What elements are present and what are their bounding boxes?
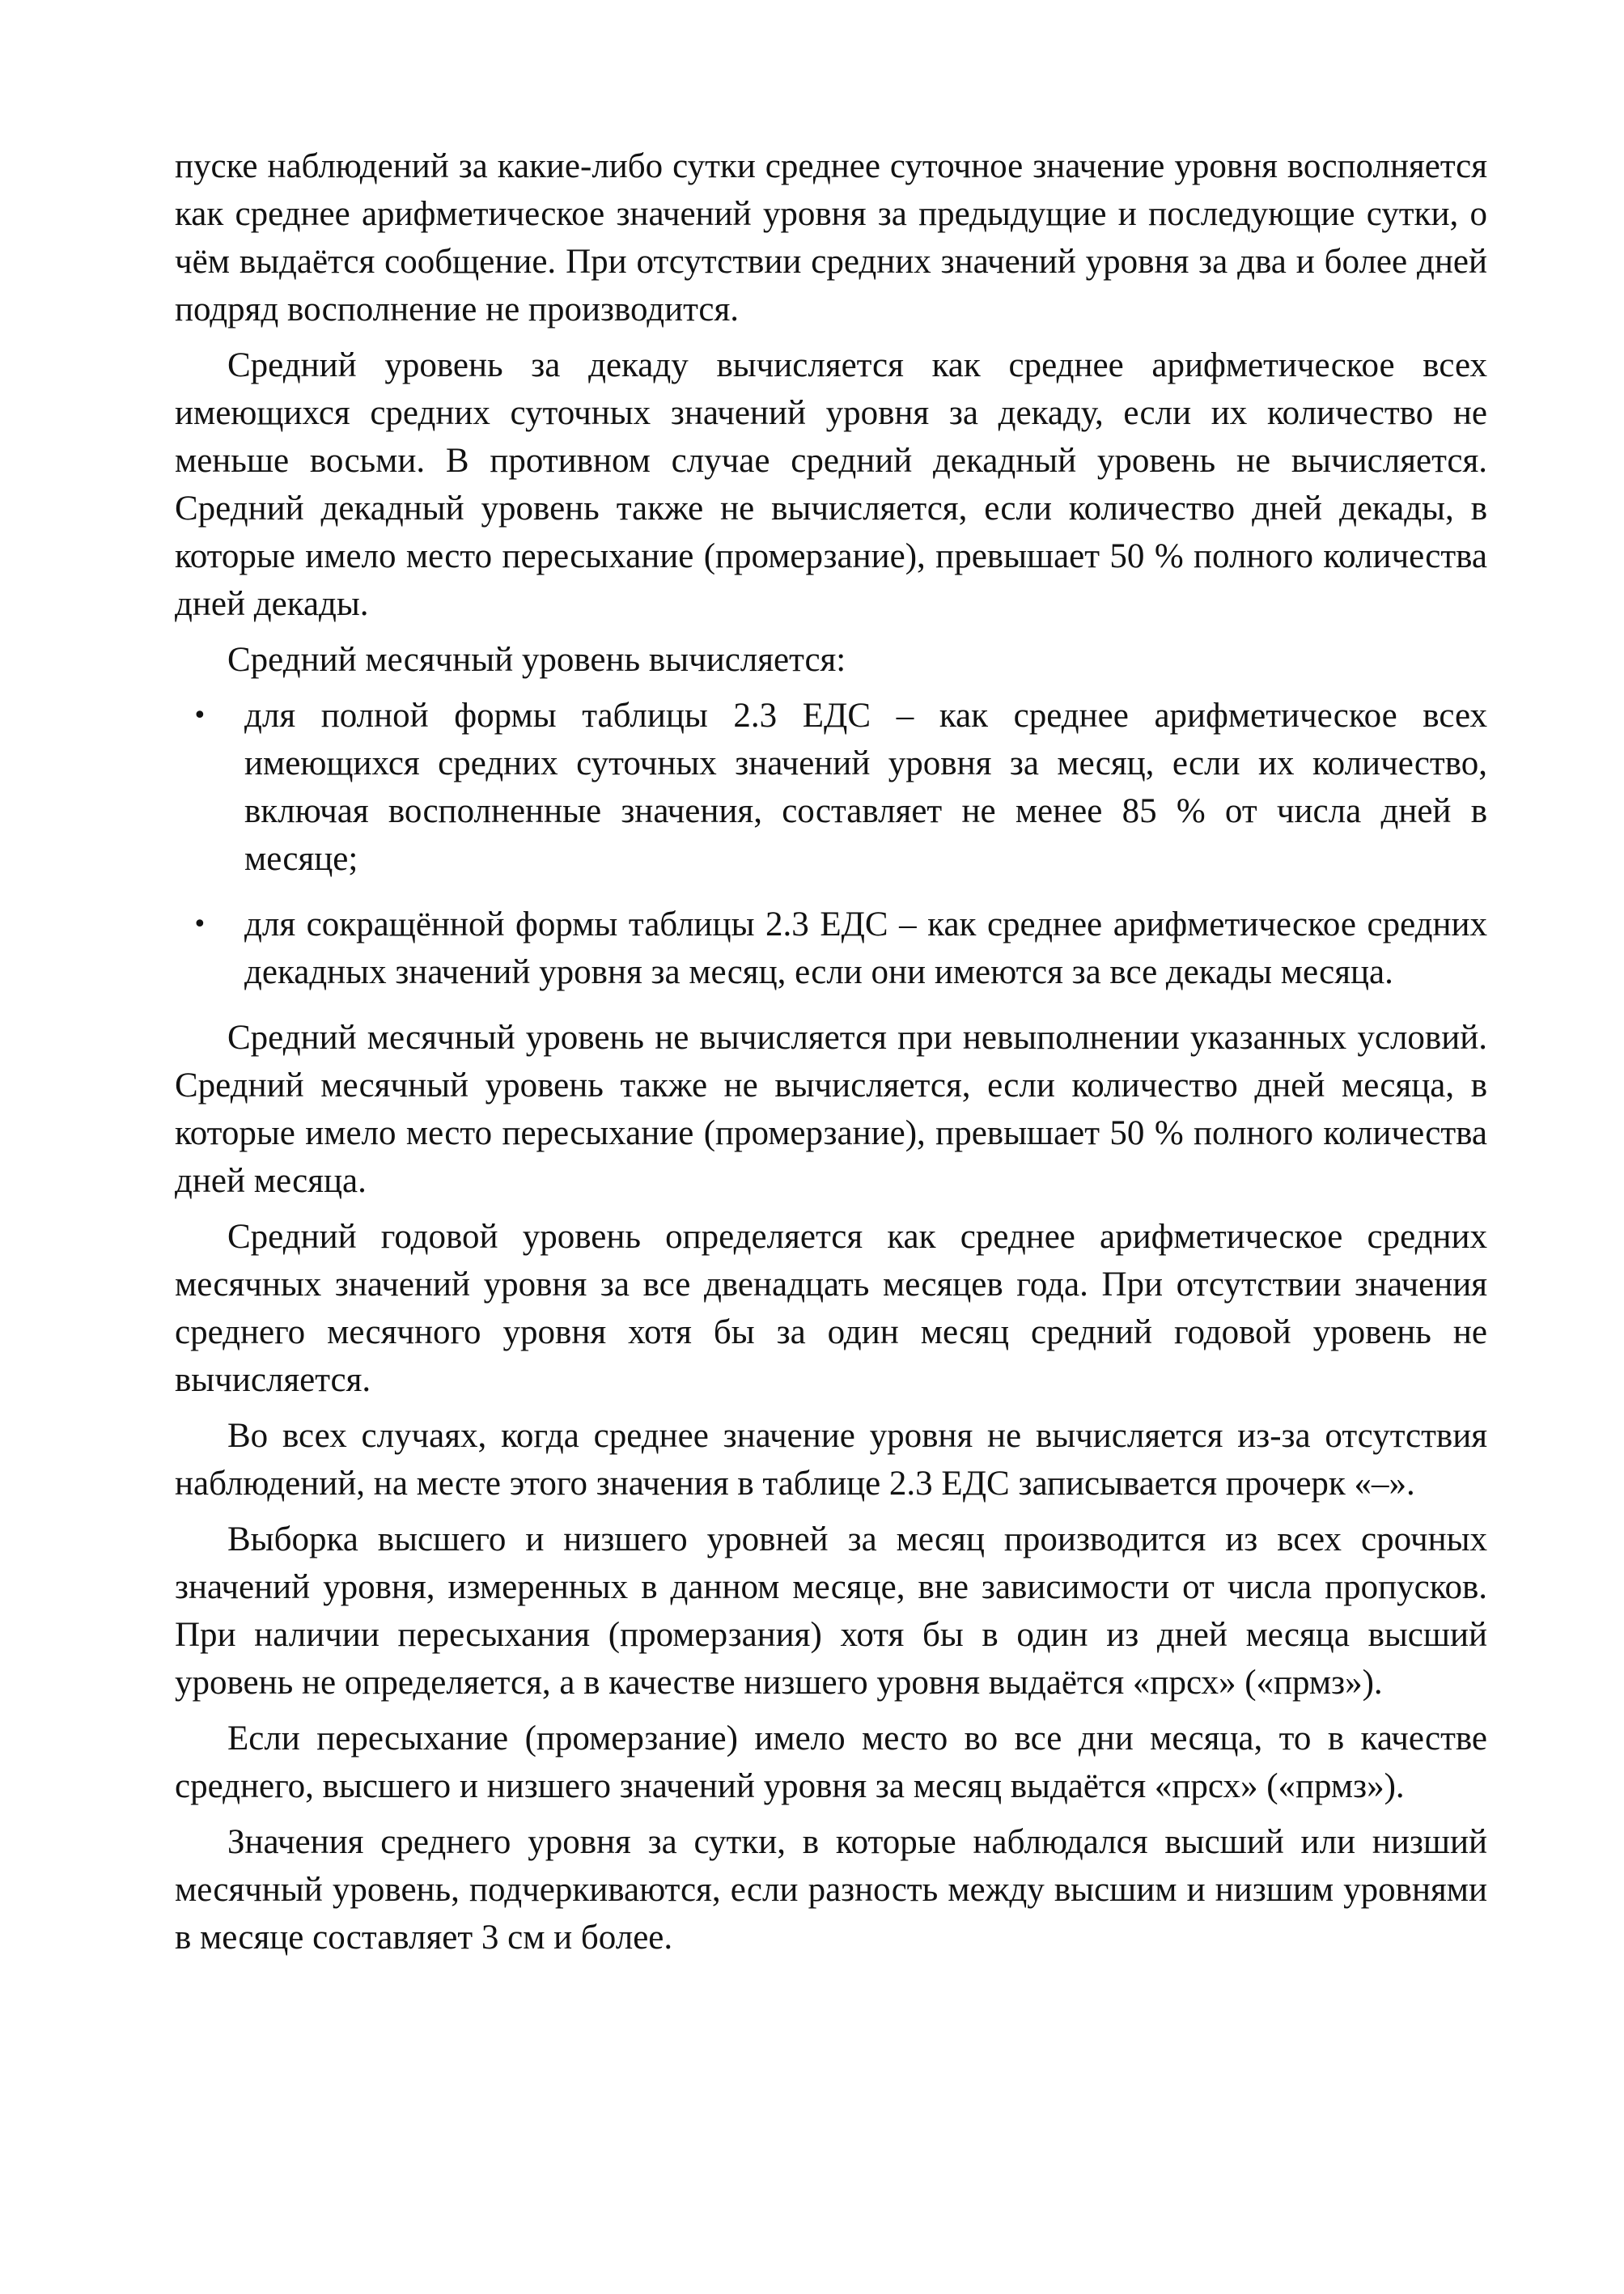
paragraph-dash-entry: Во всех случаях, когда среднее значение уровня не вычисляется из-за отсутствия наблюдений, на месте этого значения в таблице 2.3 ЕДС записывается прочерк «–». [175,1417,1487,1503]
paragraph-decade-level: Средний уровень за декаду вычисляется как среднее арифметическое всех имеющихся средних суточных значений уровня за декаду, если их количество не меньше восьми. В противном случае средний декадный уровень не вычисляется. Средний декадный уровень также не вычисляется, если количество дней декады, в которые имело место пересыхание (промерзание), превышает 50 % полного количества дней декады. [175,346,1487,623]
paragraph-monthly-not-computed: Средний месячный уровень не вычисляется при невыполнении указанных условий. Средний месячный уровень также не вычисляется, если количество дней месяца, в которые имело место пересыхание (промерзание), превышает 50 % полного количества дней месяца. [175,1019,1487,1200]
paragraph-underline-rule: Значения среднего уровня за сутки, в которые наблюдался высший или низший месячный уровень, подчеркиваются, если разность между высшим и низшим уровнями в месяце составляет 3 см и более. [175,1823,1487,1957]
paragraph-monthly-intro: Средний месячный уровень вычисляется: [227,641,846,679]
list-item [175,901,1487,996]
paragraph-highest-lowest: Выборка высшего и низшего уровней за месяц производится из всех срочных значений уровня, измеренных в данном месяце, вне зависимости от числа пропусков. При наличии пересыхания (промерзания) хотя бы в один из дней месяца высший уровень не определяется, а в качестве низшего уровня выдаётся «прсх» («прмз»). [175,1520,1487,1702]
bullet-text-full-form: для полной формы таблицы 2.3 ЕДС – как среднее арифметическое всех имеющихся средних суточных значений уровня за месяц, если их количество, включая восполненные значения, составляет не менее 85 % от числа дней в месяце; [244,697,1487,878]
bullet-icon: • [193,702,207,730]
paragraph-continuation: пуске наблюдений за какие-либо сутки среднее суточное значение уровня восполняется как среднее арифметическое значений уровня за предыдущие и последующие сутки, о чём выдаётся сообщение. При отсутствии средних значений уровня за два и более дней подряд восполнение не производится. [175,147,1487,329]
document-page [175,142,1487,1970]
list-item [175,692,1487,883]
paragraph-all-days-dry: Если пересыхание (промерзание) имело место во все дни месяца, то в качестве среднего, высшего и низшего значений уровня за месяц выдаётся «прсх» («прмз»). [175,1719,1487,1805]
monthly-level-bullet-list [175,692,1487,996]
bullet-icon: • [193,910,207,939]
paragraph-annual-level: Средний годовой уровень определяется как среднее арифметическое средних месячных значений уровня за все двенадцать месяцев года. При отсутствии значения среднего месячного уровня хотя бы за один месяц средний годовой уровень не вычисляется. [175,1218,1487,1399]
bullet-text-short-form: для сокращённой формы таблицы 2.3 ЕДС – как среднее арифметическое средних декадных значений уровня за месяц, если они имеются за все декады месяца. [244,905,1487,991]
